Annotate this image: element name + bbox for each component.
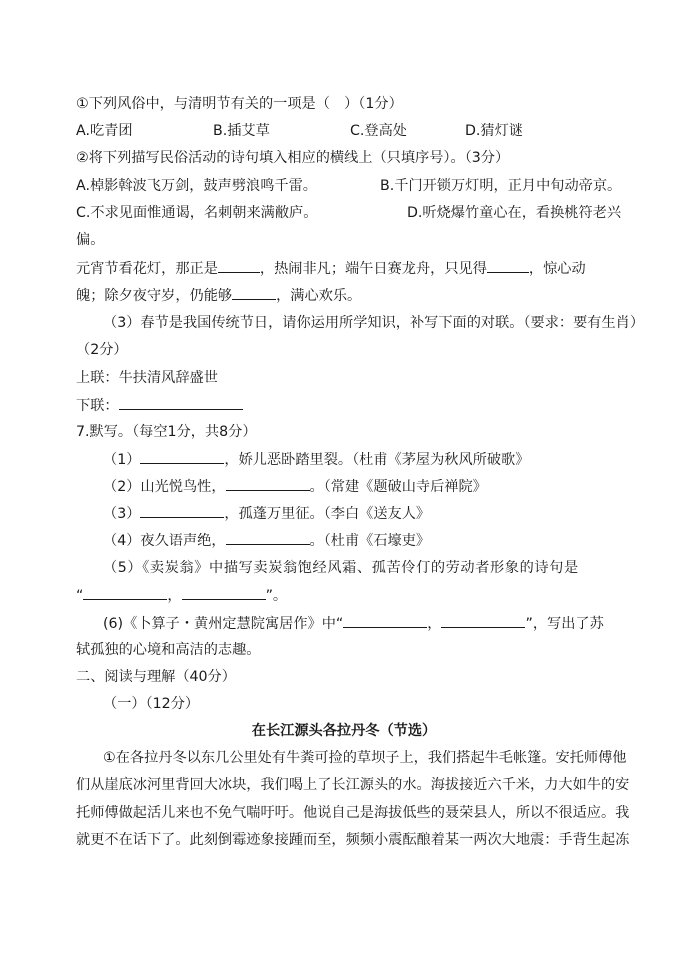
- answer-blank[interactable]: [119, 395, 243, 410]
- article-paragraph-line: 就更不在话下了。此刻倒霉迹象接踵而至，频频小震酝酿着某一两次大地震：手背生起冻: [76, 832, 630, 848]
- answer-blank[interactable]: [232, 285, 276, 300]
- poem-option-a: A.棹影斡波飞万剑，鼓声劈浪鸣千雷。: [76, 178, 317, 194]
- recite-line-6-cont: 轼孤独的心境和高洁的志趣。: [76, 642, 261, 658]
- answer-blank[interactable]: [140, 449, 224, 464]
- recite-line-1: （1） ，娇儿恶卧踏里裂。（杜甫《茅屋为秋风所破歌》: [103, 449, 529, 470]
- question-6-2-stem: ②将下列描写民俗活动的诗句填入相应的横线上（只填序号）。（3分）: [76, 150, 510, 166]
- poem-option-d-cont: 偏。: [76, 232, 105, 248]
- article-paragraph-line: ①在各拉丹冬以东几公里处有牛粪可捡的草坝子上，我们搭起牛毛帐篷。安托师傅他: [103, 750, 627, 766]
- option-b: B.插艾草: [213, 123, 270, 139]
- article-title: 在长江源头各拉丹冬（节选）: [251, 723, 437, 739]
- recite-line-6: (6)《卜算子・黄州定慧院寓居作》中“ ， ”，写出了苏: [103, 613, 604, 634]
- question-7-title: 7.默写。（每空1分，共8分）: [76, 424, 257, 440]
- answer-blank[interactable]: [218, 258, 260, 273]
- answer-blank[interactable]: [343, 613, 427, 628]
- answer-blank[interactable]: [441, 613, 525, 628]
- answer-blank[interactable]: [226, 530, 310, 545]
- couplet-lower-line: 下联：: [76, 395, 243, 416]
- recite-line-4: （4）夜久语声绝， 。（杜甫《石壕吏》: [103, 530, 430, 551]
- fill-line-1: 元宵节看花灯，那正是 ，热闹非凡；端午日赛龙舟，只见得 ，惊心动: [76, 258, 586, 279]
- fill-line-2: 魄；除夕夜守岁，仍能够 ，满心欢乐。: [76, 285, 361, 306]
- answer-blank[interactable]: [140, 503, 224, 518]
- answer-blank[interactable]: [487, 258, 529, 273]
- poem-option-d: D.听烧爆竹童心在，看换桃符老兴: [407, 205, 622, 221]
- answer-blank[interactable]: [226, 476, 310, 491]
- section-2-heading: 二、阅读与理解（40分）: [76, 669, 236, 685]
- article-paragraph-line: 托师傅做起活儿来也不免气喘吁吁。他说自己是海拔低些的聂荣县人，所以不很适应。我: [76, 805, 630, 821]
- recite-line-5: （5）《卖炭翁》中描写卖炭翁饱经风霜、孤苦伶仃的劳动者形象的诗句是: [103, 560, 579, 576]
- recite-line-3: （3） ，孤蓬万里征。（李白《送友人》: [103, 503, 430, 524]
- article-paragraph-line: 们从崖底冰河里背回大冰块，我们喝上了长江源头的水。海拔接近六千米，力大如牛的安: [76, 777, 630, 793]
- question-6-3-score: （2分）: [76, 342, 128, 358]
- answer-blank[interactable]: [83, 585, 167, 600]
- poem-option-b: B.千门开锁万灯明，正月中旬动帝京。: [380, 178, 622, 194]
- poem-option-c: C.不求见面惟通谒，名刺朝来满敝庐。: [76, 205, 318, 221]
- question-6-1-stem: ①下列风俗中，与清明节有关的一项是（ ）（1分）: [76, 96, 403, 112]
- section-2-subheading: （一）（12分）: [103, 696, 200, 712]
- couplet-upper: 上联：牛扶清风辞盛世: [76, 370, 218, 386]
- option-d: D.猜灯谜: [465, 123, 523, 139]
- question-6-3-stem: （3）春节是我国传统节日，请你运用所学知识，补写下面的对联。（要求：要有生肖）: [103, 315, 645, 331]
- answer-blank[interactable]: [182, 585, 266, 600]
- option-c: C.登高处: [350, 123, 407, 139]
- option-a: A.吃青团: [76, 123, 133, 139]
- recite-line-5-blanks: “ ， ”。: [76, 585, 287, 606]
- recite-line-2: （2）山光悦鸟性， 。（常建《题破山寺后禅院》: [103, 476, 487, 497]
